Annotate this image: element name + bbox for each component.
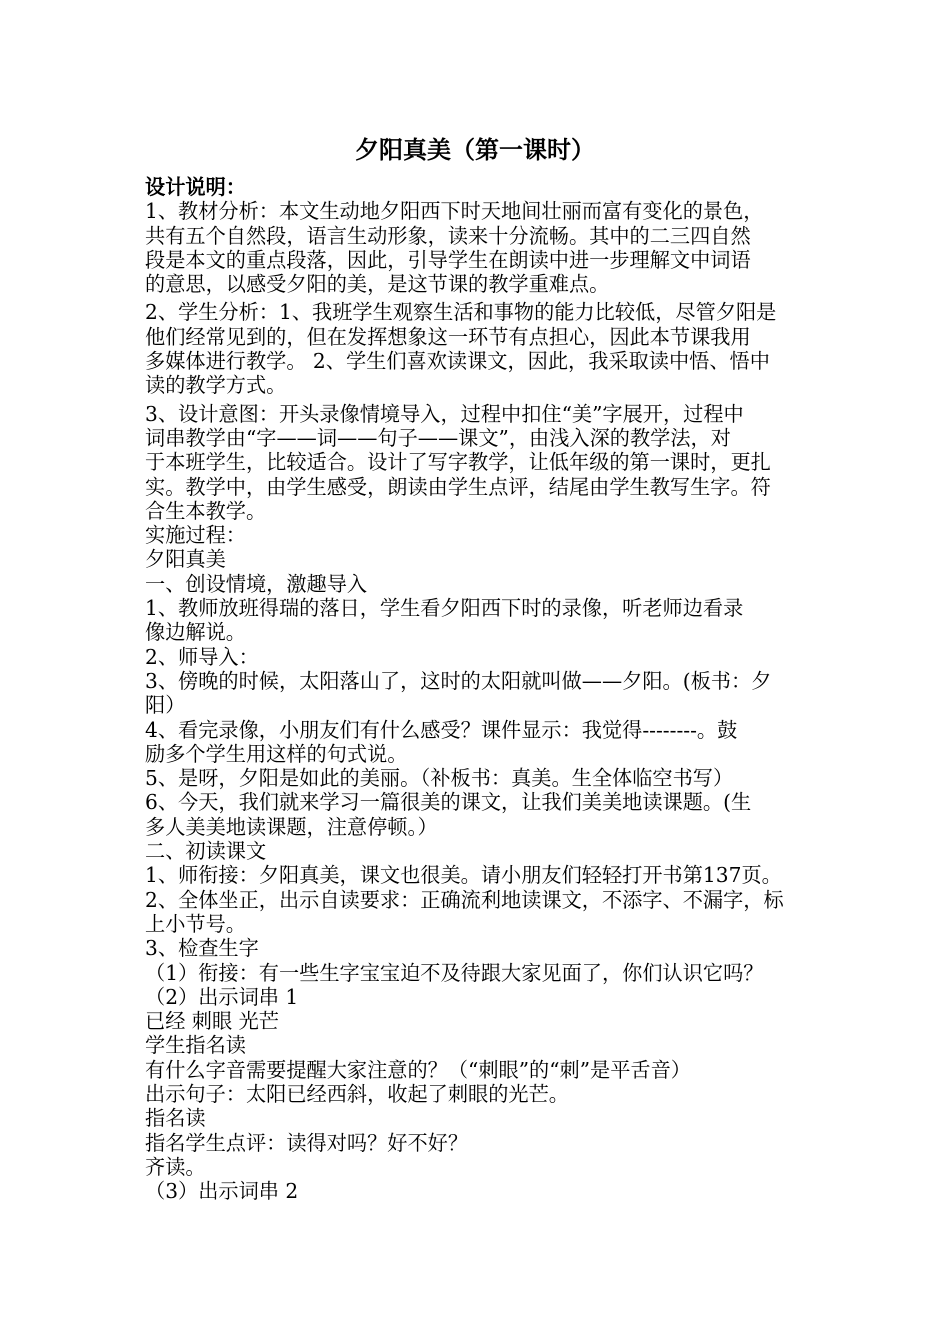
text-line: 阳） <box>145 693 186 718</box>
text-line: 于本班学生，比较适合。设计了写字教学，让低年级的第一课时，更扎 <box>145 450 771 475</box>
text-line: 5、是呀，夕阳是如此的美丽。（补板书：真美。生全体临空书写） <box>145 766 734 791</box>
text-line: 一、创设情境，激趣导入 <box>145 571 368 596</box>
text-line: 指名学生点评：读得对吗？好不好？ <box>145 1130 469 1155</box>
text-line: （2）出示词串 1 <box>145 984 299 1009</box>
text-line: 3、傍晚的时候，太阳落山了，这时的太阳就叫做——夕阳。(板书：夕 <box>145 668 772 693</box>
text-line: 共有五个自然段，语言生动形象，读来十分流畅。其中的二三四自然 <box>145 223 751 248</box>
text-line: 上小节号。 <box>145 911 246 936</box>
text-line: 2、学生分析：1、我班学生观察生活和事物的能力比较低，尽管夕阳是 <box>145 300 777 325</box>
text-line: 指名读 <box>145 1106 206 1131</box>
text-line: （3）出示词串 2 <box>145 1179 299 1204</box>
text-line: 的意思，以感受夕阳的美，是这节课的教学重难点。 <box>145 272 610 297</box>
text-line: 2、师导入： <box>145 644 259 669</box>
text-line: （1）衔接：有一些生字宝宝迫不及待跟大家见面了，你们认识它吗？ <box>145 960 764 985</box>
text-line: 2、全体坐正，出示自读要求：正确流利地读课文，不添字、不漏字，标 <box>145 887 784 912</box>
text-line: 词串教学由“字——词——句子——课文”，由浅入深的教学法，对 <box>145 425 731 450</box>
text-line: 学生指名读 <box>145 1033 246 1058</box>
text-line: 段是本文的重点段落，因此，引导学生在朗读中进一步理解文中词语 <box>145 247 751 272</box>
text-line: 多人美美地读课题，注意停顿。） <box>145 814 438 839</box>
text-line: 实。教学中，由学生感受，朗读由学生点评，结尾由学生教写生字。符 <box>145 474 771 499</box>
text-line: 1、教材分析：本文生动地夕阳西下时天地间壮丽而富有变化的景色， <box>145 199 764 224</box>
text-line: 有什么字音需要提醒大家注意的？（“刺眼”的“刺”是平舌音） <box>145 1057 691 1082</box>
text-line: 实施过程： <box>145 523 246 548</box>
text-line: 3、检查生字 <box>145 936 259 961</box>
text-line: 齐读。 <box>145 1154 206 1179</box>
text-line: 读的教学方式。 <box>145 373 287 398</box>
text-line: 他们经常见到的，但在发挥想象这一环节有点担心，因此本节课我用 <box>145 324 751 349</box>
text-line: 4、看完录像，小朋友们有什么感受？课件显示：我觉得--------。鼓 <box>145 717 738 742</box>
text-line: 励多个学生用这样的句式说。 <box>145 741 408 766</box>
text-line: 3、设计意图：开头录像情境导入，过程中扣住“美”字展开，过程中 <box>145 401 744 426</box>
text-line: 6、今天，我们就来学习一篇很美的课文，让我们美美地读课题。(生 <box>145 790 752 815</box>
text-line: 出示句子：太阳已经西斜，收起了刺眼的光芒。 <box>145 1081 569 1106</box>
text-line: 多媒体进行教学。 2、学生们喜欢读课文，因此，我采取读中悟、悟中 <box>145 349 770 374</box>
document-body <box>145 175 817 1203</box>
text-line: 像边解说。 <box>145 620 246 645</box>
text-line: 二、初读课文 <box>145 839 267 864</box>
text-line: 合生本教学。 <box>145 498 267 523</box>
document-title: 夕阳真美（第一课时） <box>355 136 595 164</box>
text-line: 已经 刺眼 光芒 <box>145 1009 279 1034</box>
section-heading: 设计说明： <box>145 175 246 199</box>
text-line: 夕阳真美 <box>145 547 226 572</box>
text-line: 1、教师放班得瑞的落日，学生看夕阳西下时的录像，听老师边看录 <box>145 596 744 621</box>
text-line: 1、师衔接：夕阳真美，课文也很美。请小朋友们轻轻打开书第137页。 <box>145 863 782 888</box>
